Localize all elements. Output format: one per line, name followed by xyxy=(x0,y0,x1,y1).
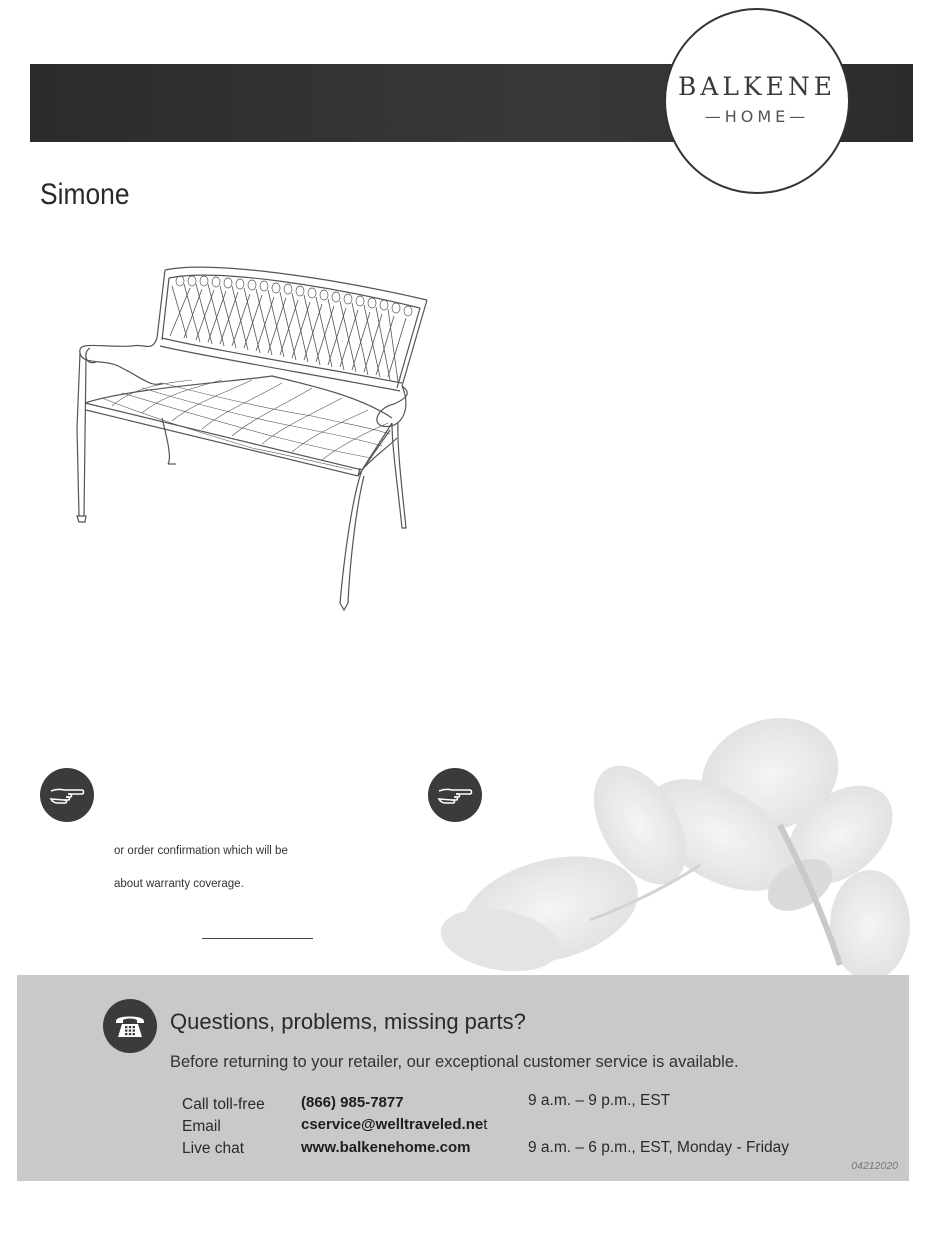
contact-email-link[interactable] xyxy=(301,1116,487,1133)
bench-illustration xyxy=(72,258,437,618)
contact-hours-chat: 9 a.m. – 6 p.m., EST, Monday - Friday xyxy=(528,1139,790,1156)
contact-label-email: Email xyxy=(182,1118,221,1135)
magnolia-background-image xyxy=(440,705,912,977)
contact-email-value: cservice@welltraveled.ne xyxy=(301,1116,484,1133)
logo-brand-name: BALKENE xyxy=(677,72,837,101)
brand-logo xyxy=(664,8,850,194)
note-line-1: or order confirmation which will be xyxy=(114,845,288,857)
contact-label-chat: Live chat xyxy=(182,1140,245,1157)
contact-website-link[interactable]: www.balkenehome.com xyxy=(301,1139,471,1156)
contact-heading: Questions, problems, missing parts? xyxy=(170,1009,526,1034)
contact-email-value-tail: t xyxy=(483,1116,488,1133)
telephone-icon xyxy=(103,999,157,1053)
note-line-2: about warranty coverage. xyxy=(114,878,244,890)
logo-brand-sub: —HOME— xyxy=(704,107,810,126)
pointing-hand-icon xyxy=(40,768,94,822)
contact-hours-phone: 9 a.m. – 9 p.m., EST xyxy=(528,1092,671,1109)
document-code: 04212020 xyxy=(851,1160,898,1172)
pointing-hand-icon xyxy=(428,768,482,822)
contact-phone-number[interactable]: (866) 985-7877 xyxy=(301,1094,404,1111)
signature-line xyxy=(202,938,313,939)
contact-label-phone: Call toll-free xyxy=(182,1096,265,1113)
contact-intro: Before returning to your retailer, our exceptional customer service is available. xyxy=(170,1053,739,1071)
contact-panel xyxy=(17,975,909,1181)
product-title: Simone xyxy=(40,178,130,211)
